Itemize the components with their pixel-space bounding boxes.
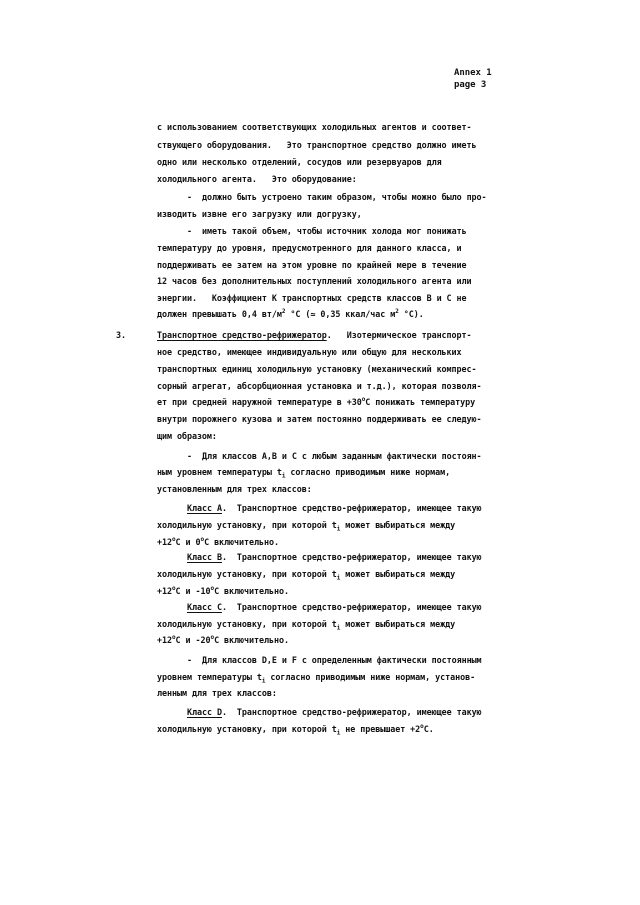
text-line: Класс А. Транспортное средство-рефрижератор, имеющее такую: [187, 503, 482, 513]
text-line: 12 часов без дополнительных поступлений холодильного агента или: [157, 276, 472, 286]
text-line: ное средство, имеющее индивидуальную или общую для нескольких: [157, 347, 462, 357]
text-line: сорный агрегат, абсорбционная установка и т.д.), которая позволя-: [157, 381, 482, 391]
class-a-name: Класс А: [187, 503, 222, 513]
text-line: $+12^оС$ и $-10^оС$ включительно.: [157, 585, 289, 596]
annex-label: Annex 1: [454, 68, 492, 78]
text-line: холодильную установку, при которой $t_i$ может выбираться между: [157, 520, 456, 533]
text-line-coefficient: должен превышать 0,4 $вт/м^2$ °С (≃ 0,35 ккал/час $м^2$ °С).: [157, 308, 424, 319]
text-line: внутри порожнего кузова и затем постоянно поддерживать ее следую-: [157, 414, 482, 424]
text-line: уровнем температуры $t_i$ согласно приводимым ниже нормам, установ-: [157, 672, 476, 685]
section-title: Транспортное средство-рефрижератор: [157, 330, 327, 340]
text-line: ствующего оборудования. Это транспортное средство должно иметь: [157, 140, 477, 150]
text-line: - должно быть устроено таким образом, чтобы можно было про-: [187, 192, 487, 202]
text-line: Класс В. Транспортное средство-рефрижератор, имеющее такую: [187, 552, 482, 562]
section-number: 3.: [116, 330, 126, 340]
class-b-name: Класс В: [187, 552, 222, 562]
text-line: с использованием соответствующих холодильных агентов и соответ-: [157, 122, 472, 132]
text-line: изводить извне его загрузку или догрузку,: [157, 209, 362, 219]
text-line: транспортных единиц холодильную установку (механический компрес-: [157, 364, 477, 374]
text-line: $+12^оС$ и $-20^оС$ включительно.: [157, 634, 289, 645]
text-line: - иметь такой объем, чтобы источник холода мог понижать: [187, 226, 467, 236]
class-c-name: Класс С: [187, 602, 222, 612]
text-line: ным уровнем температуры $t_i$ согласно приводимым ниже нормам,: [157, 467, 451, 480]
text-line: Класс С. Транспортное средство-рефрижератор, имеющее такую: [187, 602, 482, 612]
page-number: page 3: [454, 80, 487, 90]
text-line: холодильного агента. Это оборудование:: [157, 174, 357, 184]
text-line: - Для классов А,В и С с любым заданным фактически постоян-: [187, 451, 482, 461]
text-line: щим образом:: [157, 431, 217, 441]
class-d-name: Класс D: [187, 707, 222, 717]
text-line: - Для классов D,E и F с определенным фактически постоянным: [187, 655, 482, 665]
text-line: холодильную установку, при которой $t_i$ может выбираться между: [157, 619, 456, 632]
text-line: $+12^оС$ и $0^оС$ включительно.: [157, 536, 279, 547]
text-line: холодильную установку, при которой $t_i$ не превышает $+2^оС$.: [157, 723, 434, 737]
text-line: Транспортное средство-рефрижератор. Изотермическое транспорт-: [157, 330, 472, 340]
approx-symbol: ≃: [310, 309, 316, 319]
text-line: температуру до уровня, предусмотренного для данного класса, и: [157, 243, 462, 253]
text-line: ленным для трех классов:: [157, 688, 277, 698]
text-line: поддерживать ее затем на этом уровне по крайней мере в течение: [157, 260, 467, 270]
text-line: одно или несколько отделений, сосудов или резервуаров для: [157, 157, 442, 167]
text-line: установленным для трех классов:: [157, 484, 312, 494]
text-line: Класс D. Транспортное средство-рефрижератор, имеющее такую: [187, 707, 482, 717]
text-line: ет при средней наружной температуре $в +30^оС$ понижать температуру: [157, 396, 476, 407]
text-line: холодильную установку, при которой $t_i$ может выбираться между: [157, 569, 456, 582]
text-line: энергии. Коэффициент К транспортных средств классов В и С не: [157, 293, 467, 303]
